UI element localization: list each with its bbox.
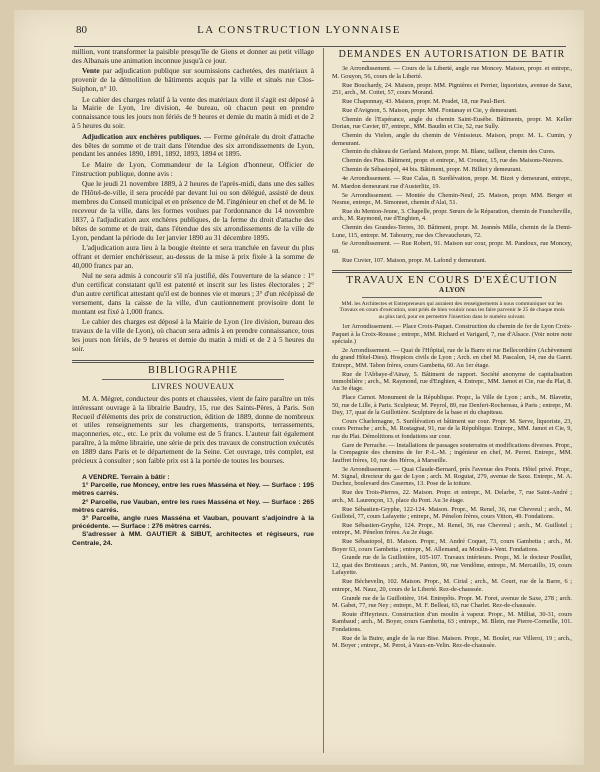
- list-item: Rue de l'Abbaye-d'Ainay, 5. Bâtiment de rapport. Société anonyme de capitalisation immobilière ; arch., M. Raymond, rue d'Enghien, 4. Entrepr., MM. Jamot et Cie, rue du Plat, 8. Au 3e étage.: [332, 370, 572, 393]
- paragraph: Nul ne sera admis à concourir s'il n'a justifié, dès l'ouverture de la séance : 1° d'un certificat constatant qu'il est patenté et inscrit sur les listes électorales ; 2° d'un autre certificat attestant qu'il est de bonnes vie et mœurs ; 3° d'un récépissé de versement, dans la caisse de la ville, d'un cautionnement provisoire dont le montant est fixé à 1,000 francs.: [72, 271, 314, 316]
- list-item: Rue d'Avignon, 5. Maison, propr. MM. Fontanay et Cie, y demeurant.: [342, 106, 518, 114]
- header-rule: [74, 46, 566, 47]
- sale-line: 3° Parcelle, angle rues Masséna et Vauban, pouvant s'adjoindre à la précédente. — Surface : 276 mètres carrés.: [72, 514, 314, 531]
- bold-lead: Vente: [82, 66, 100, 76]
- paragraph: Le Maire de Lyon, Commandeur de la Légion d'honneur, Officier de l'instruction publique, donne avis :: [72, 159, 314, 178]
- sale-line: S'adresser à MM. GAUTIER & SIBUT, architectes et régiseurs, rue Centrale, 24.: [72, 531, 314, 547]
- right-column: [332, 48, 572, 753]
- list-item: 1er Arrondissement. — Place Croix-Paquet. Construction du chemin de fer de Lyon Croix-Paquet à la Croix-Rousse ; entrepr., MM. Richard et Varigard, 7, rue d'Alsace. (Voir notre note spéciale.): [332, 323, 572, 345]
- journal-page: [14, 10, 584, 765]
- list-item: Cours Charlemagne, 5. Surélévation et bâtiment sur cour. Propr. M. Serve, liquoriste, 23, cours Perrache ; arch., M. Rostagnat, 91, rue de la République. Entrepr., MM. Jamot et Cie, 9, rue du Plat. Démolitions et fondations sur cour.: [332, 418, 572, 440]
- page-number: 80: [76, 24, 87, 36]
- paragraph-text: par adjudication publique sur soumissions cachetées, des matériaux à provenir de la démolition de bâtiments acquis par la ville et situés rue Clos-Suiphon, n° 10.: [72, 66, 314, 94]
- paragraph: [72, 133, 314, 160]
- list-item: Route d'Heyrieux. Construction d'un moulin à vapeur. Propr., M. Milliat, 30-31, cours Rambaud ; arch., M. Boyer, cours Gambetta, 63 ; entrepr., M. Blein, rue Pierre-Corneille, 101. Fondations.: [332, 610, 572, 633]
- travaux-list: [332, 323, 572, 649]
- bibliography-title: BIBLIOGRAPHIE: [148, 364, 238, 376]
- list-item: Place Carnot. Monument de la République. Propr., la Ville de Lyon ; arch., M. Blavette, 50, rue de Lille, à Paris. Sculpteur, M. Peyrol, 89, rue Denfert-Rochereau, à Paris ; entrepr., M. Duy, 17, quai de la Guillotière. Sculpture de la base et du chapiteau.: [332, 394, 572, 417]
- paragraph: Le cahier des charges relatif à la vente des matériaux dont il s'agit est déposé à la Mairie de Lyon, 1re division, 4e bureau, où chacun peut en prendre connaissance tous les jours non fériés de 9 heures et demie du matin à midi et de 2 à 5 heures du soir.: [72, 94, 314, 131]
- list-item: 2e Arrondissement. — Quai de l'Hôpital, rue de la Barre et rue Bellecordière (Achèvement du grand Hôtel-Dieu). Hospices civils de Lyon ; Arch. en chef M. Pascalon, 14, rue du Garet. Entrepr., MM. Tabon frères, cours Gambetta, 60. Au 1er étage.: [332, 346, 572, 369]
- rule: [362, 61, 542, 62]
- paragraph: L'adjudication aura lieu à la bougie éteinte et sera tranchée en faveur du plus offrant et dernier enchérisseur, au-dessus de la mise à prix fixée à la somme de 40,000 francs par an.: [72, 243, 314, 270]
- demandes-title: DEMANDES EN AUTORISATION DE BATIR: [338, 49, 566, 60]
- travaux-subtitle: A LYON: [438, 285, 465, 294]
- paragraph-text: — Ferme générale du droit d'attache des bêtes de somme et de trait dans l'étendue des six arrondissements de Lyon, pendant les années 1890, 1891, 1892, 1893, 1894 et 1895.: [72, 131, 314, 159]
- rule: [362, 297, 542, 298]
- sale-line: 1° Parcelle, rue Moncey, entre les rues Masséna et Ney. — Surface : 195 mètres carrés.: [72, 482, 314, 498]
- list-item: Grande rue de la Guillotière, 105-107. Travaux intérieurs. Propr., M. le docteur Pouillet, 12, quai des Brotteaux ; arch., M. Panton, 90, rue Vendôme, entrepr., M. Mercatillo, 19, cours Lafayette.: [332, 554, 572, 577]
- rule: [102, 379, 284, 380]
- sale-notice: [72, 474, 314, 548]
- list-item: Chemin de l'Espérance, angle du chemin Saint-Eusèbe. Bâtiments, propr. M. Keller Dorian, rue Cavier, 87, entrepr., MM. Baudin et Cie, 52, rue Sully.: [332, 115, 572, 131]
- list-item: Rue Sébastien-Gryphe, 122-124. Maison. Propr., M. Renel, 36, rue Chevreul ; arch., M. Guillotel, 77, cours Lafayette ; entrepr., M. Pénelon frères, cours Vitton, 49. Fondations.: [332, 505, 572, 520]
- list-item: Rue Cuvier, 107. Maison, propr. M. Lafond y demeurant.: [342, 256, 487, 264]
- list-item: 6e Arrondissement. — Rue Robert, 91. Maison sur cour, propr. M. Pandoux, rue Moncey, 68.: [332, 240, 572, 255]
- editorial-note: MM. les Architectes et Entrepreneurs qui auraient des renseignements à nous communiquer sur les Travaux en cours d'exécution, sont priés de bien vouloir nous les faire parvenir le 25 de chaque mois au plus tard, pour en permettre l'insertion dans le numéro suivant.: [339, 300, 565, 320]
- list-item: Rue Béchevelin, 102. Maison. Propr., M. Cirial ; arch., M. Court, rue de la Barre, 6 ; entrepr., M. Nauz, 20, cours de la Liberté. Rez-de-chaussée.: [332, 578, 572, 593]
- section-divider: [332, 270, 572, 273]
- bold-lead: Adjudication aux enchères publiques.: [82, 131, 202, 141]
- demandes-list: [332, 65, 572, 264]
- journal-title: LA CONSTRUCTION LYONNAISE: [197, 24, 401, 36]
- books-title: LIVRES NOUVEAUX: [151, 381, 235, 391]
- list-item: 4e Arrondissement. — Rue Calas, 8. Surélévation, propr. M. Bizet y demeurant, entrepr., M. Mardon demeurant rue d'Austerlitz, 19.: [332, 175, 572, 190]
- list-item: Chemin de Sébastopol, 44 bis. Bâtiment, propr. M. Billiet y demeurant.: [342, 166, 522, 174]
- paragraph: million, vont transformer la paisible presqu'île de Giens et donner au petit village des Albanais une animation inconnue jusqu'à ce jour.: [72, 48, 314, 65]
- list-item: Rue Sébastien-Gryphe, 124. Propr., M. Renel, 36, rue Chevreul ; arch., M. Guillotel ; entrepr., M. Pénelon frères. Au 2e étage.: [332, 521, 572, 537]
- list-item: Rue du Menton-Jeune, 3. Chapelle, propr. Sœurs de la Réparation, chemin de Francheville, arch., M. Raymond, rue d'Enghien, 4.: [332, 207, 572, 223]
- list-item: Rue Bouchardy, 24. Maison, propr. MM. Pignières et Perrier, liquoristes, avenue de Saxe, 251, arch., M. Cottet, 57, cours Morand.: [332, 81, 572, 97]
- list-item: 3e Arrondissement. — Cours de la Liberté, angle rue Moncey. Maison, propr. et entrepr., M. Gouyon, 56, cours de la Liberté.: [332, 65, 572, 80]
- sale-line: A VENDRE. Terrain à bâtir :: [82, 473, 170, 481]
- page-header: [14, 16, 584, 44]
- paragraph: Le cahier des charges est déposé à la Mairie de Lyon (1re division, bureau des travaux de la ville de Lyon), où chacun sera admis à en prendre connaissance, tous les jours non fériés, de 9 heures et demie du matin à midi et de 2 à 5 heures du soir.: [72, 317, 314, 353]
- left-column: [72, 48, 314, 753]
- list-item: Chemin des Pins. Bâtiment, propr. et entrepr., M. Croutez, 15, rue des Maisons-Neuves.: [342, 157, 564, 165]
- list-item: 3e Arrondissement. — Quai Claude-Bernard, près l'avenue des Ponts. Hôtel privé. Propr., M. Signal, directeur du gaz de Lyon ; arch. M. Roguiat, 279, avenue de Saxe. Entrepr., M. A. Duchez, boulevard des Casernes, 13. Pose de la toiture.: [332, 465, 572, 488]
- paragraph: Que le jeudi 21 novembre 1889, à 2 heures de l'après-midi, dans une des salles de l'Hôtel-de-ville, il sera procédé par devant lui ou son délégué, assisté de deux membres du Conseil municipal et en présence de M. l'ingénieur en chef et de M. le receveur de la ville, dans les formes voulues par l'ordonnance du 14 novembre 1837, à l'adjudication aux enchères publiques, de la ferme du droit d'attache des bêtes de somme et de trait, dans l'étendue des six arrondissements de la ville de Lyon, pendant la période du 1er janvier 1890 au 31 décembre 1895.: [72, 179, 314, 242]
- list-item: Rue de la Buire, angle de la rue Bise. Maison. Propr., M. Boulet, rue Villeroi, 19 ; arch., M. Boyer ; entrepr., M. Perot, à Vaux-en-Velin. Rez-de-chaussée.: [332, 634, 572, 649]
- list-item: Gare de Perrache. — Installations de passages souterrains et modifications diverses. Propr., la Compagnie des chemins de fer P.-L.-M. ; ingénieur en chef, M. Perret. Entrepr., MM. Jauffret frères, 10, rue des Héros, à Marseille.: [332, 441, 572, 464]
- section-divider: [72, 360, 314, 363]
- column-divider: [323, 48, 324, 753]
- list-item: Chemin des Grandes-Terres, 30. Bâtiment, propr. M. Jeannès Mille, chemin de la Demi-Lune, 115, entrepr. M. Tabourry, rue des Chevaucheurs, 72.: [332, 224, 572, 239]
- sale-line: 2° Parcelle, rue Vauban, entre les rues Masséna et Ney. — Surface : 265 mètres carrés.: [72, 498, 314, 514]
- list-item: Chemin du Vielon, angle du chemin de Vénissieux. Maison, propr. M. L. Cumin, y demeurant.: [332, 132, 572, 147]
- list-item: Rue Sébastopol, 81. Maison. Propr., M. André Coquet, 73, cours Gambetta ; arch., M. Boyer 63, cours Gambetta ; entrepr., M. Allemand, au Moulin-à-Vent. Fondations.: [332, 538, 572, 553]
- list-item: Rue des Trois-Pierres, 22. Maison. Propr. et entrepr., M. Delarbe, 7, rue Saint-André ; arch., M. Laurençon, 13, place du Pont. Au 3e étage.: [332, 489, 572, 504]
- list-item: 5e Arrondissement. — Montée du Chemin-Neuf, 25. Maison, propr. MM. Berger et Nesme, entrepr., M. Simonnet, chemin d'Alaï, 51.: [332, 191, 572, 206]
- travaux-title: TRAVAUX EN COURS D'EXÉCUTION: [346, 274, 558, 287]
- list-item: Chemin du château de Gerland. Maison, propr. M. Blanc, tailleur, chemin des Cures.: [342, 148, 556, 156]
- list-item: Rue Chaponnay, 43. Maison, propr. M. Pradet, 18, rue Paul-Bert.: [342, 98, 506, 106]
- paragraph: [72, 67, 314, 94]
- list-item: Grande rue de la Guillotière, 164. Entrepôts. Propr. M. Foret, avenue de Saxe, 278 ; arch. M. Gabet, 77, rue Ney ; entrepr., M. F. Belleat, 63, rue Charlet. Rez-de-chaussée.: [332, 594, 572, 609]
- paragraph: M. A. Mégret, conducteur des ponts et chaussées, vient de faire paraître un très intéressant ouvrage à la librairie Baudry, 15, rue des Saints-Pères, à Paris. Son Recueil d'éléments des prix de construction, édition de 1889, donne de nombreux et utiles renseignements sur les chargements, transports, terrassements, maçonneries, etc., etc. Le prix du volume est de 5 francs. L'auteur fait également paraître, à la même librairie, une série de prix des travaux de construction exécutés en 1889 dans Paris et le département de la Seine. Cet ouvrage, très complet, est précieux à consulter ; son faible prix est à la portée de toutes les bourses.: [72, 393, 314, 466]
